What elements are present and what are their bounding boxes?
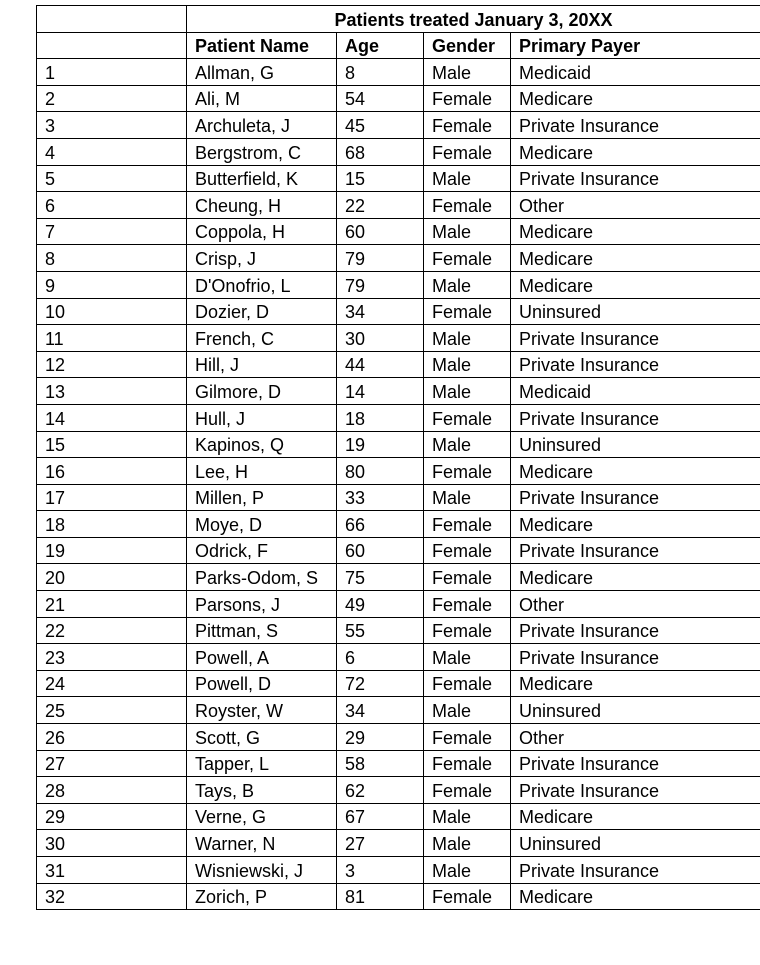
primary-payer-cell: Other bbox=[511, 591, 760, 618]
gender-cell: Male bbox=[424, 325, 511, 352]
row-number-cell: 16 bbox=[37, 458, 187, 485]
gender-cell: Male bbox=[424, 644, 511, 671]
gender-cell: Female bbox=[424, 537, 511, 564]
gender-cell: Male bbox=[424, 165, 511, 192]
patient-name-cell: Warner, N bbox=[187, 830, 337, 857]
age-cell: 66 bbox=[337, 511, 424, 538]
patient-name-cell: Odrick, F bbox=[187, 537, 337, 564]
gender-cell: Female bbox=[424, 245, 511, 272]
table-row bbox=[37, 404, 760, 431]
row-number-cell: 9 bbox=[37, 271, 187, 298]
row-number-cell: 19 bbox=[37, 537, 187, 564]
gender-cell: Female bbox=[424, 511, 511, 538]
table-row bbox=[37, 325, 760, 352]
primary-payer-cell: Private Insurance bbox=[511, 857, 760, 884]
row-number-cell: 21 bbox=[37, 591, 187, 618]
table-row bbox=[37, 165, 760, 192]
age-cell: 29 bbox=[337, 724, 424, 751]
gender-cell: Female bbox=[424, 591, 511, 618]
age-cell: 3 bbox=[337, 857, 424, 884]
patient-name-cell: French, C bbox=[187, 325, 337, 352]
table-row bbox=[37, 59, 760, 86]
age-cell: 58 bbox=[337, 750, 424, 777]
primary-payer-cell: Private Insurance bbox=[511, 537, 760, 564]
patient-name-cell: Hull, J bbox=[187, 404, 337, 431]
primary-payer-cell: Other bbox=[511, 724, 760, 751]
patient-name-cell: Cheung, H bbox=[187, 192, 337, 219]
age-cell: 81 bbox=[337, 883, 424, 910]
row-number-cell: 15 bbox=[37, 431, 187, 458]
gender-cell: Male bbox=[424, 431, 511, 458]
table-row bbox=[37, 431, 760, 458]
table-row bbox=[37, 271, 760, 298]
gender-cell: Male bbox=[424, 218, 511, 245]
row-number-cell: 5 bbox=[37, 165, 187, 192]
patient-name-cell: Lee, H bbox=[187, 458, 337, 485]
gender-cell: Female bbox=[424, 404, 511, 431]
table-body bbox=[37, 59, 760, 910]
table-row bbox=[37, 564, 760, 591]
age-cell: 79 bbox=[337, 245, 424, 272]
primary-payer-cell: Private Insurance bbox=[511, 777, 760, 804]
table-row bbox=[37, 192, 760, 219]
patient-name-cell: Royster, W bbox=[187, 697, 337, 724]
row-number-cell: 17 bbox=[37, 484, 187, 511]
primary-payer-cell: Uninsured bbox=[511, 298, 760, 325]
gender-cell: Male bbox=[424, 484, 511, 511]
gender-cell: Female bbox=[424, 564, 511, 591]
primary-payer-cell: Uninsured bbox=[511, 830, 760, 857]
table-row bbox=[37, 830, 760, 857]
primary-payer-cell: Private Insurance bbox=[511, 351, 760, 378]
age-cell: 19 bbox=[337, 431, 424, 458]
age-cell: 44 bbox=[337, 351, 424, 378]
patient-name-cell: Kapinos, Q bbox=[187, 431, 337, 458]
gender-cell: Female bbox=[424, 458, 511, 485]
gender-cell: Male bbox=[424, 857, 511, 884]
patient-name-cell: Archuleta, J bbox=[187, 112, 337, 139]
patient-name-cell: Crisp, J bbox=[187, 245, 337, 272]
patient-name-cell: Tapper, L bbox=[187, 750, 337, 777]
age-cell: 79 bbox=[337, 271, 424, 298]
age-cell: 33 bbox=[337, 484, 424, 511]
gender-cell: Female bbox=[424, 617, 511, 644]
table-row bbox=[37, 458, 760, 485]
age-cell: 22 bbox=[337, 192, 424, 219]
row-number-cell: 24 bbox=[37, 670, 187, 697]
primary-payer-cell: Medicare bbox=[511, 85, 760, 112]
primary-payer-cell: Medicare bbox=[511, 458, 760, 485]
patient-name-cell: Dozier, D bbox=[187, 298, 337, 325]
age-cell: 54 bbox=[337, 85, 424, 112]
age-cell: 15 bbox=[337, 165, 424, 192]
primary-payer-cell: Medicare bbox=[511, 803, 760, 830]
row-number-cell: 8 bbox=[37, 245, 187, 272]
primary-payer-cell: Private Insurance bbox=[511, 617, 760, 644]
primary-payer-cell: Private Insurance bbox=[511, 325, 760, 352]
patient-name-cell: Scott, G bbox=[187, 724, 337, 751]
row-number-cell: 14 bbox=[37, 404, 187, 431]
row-number-cell: 31 bbox=[37, 857, 187, 884]
row-number-cell: 12 bbox=[37, 351, 187, 378]
primary-payer-cell: Private Insurance bbox=[511, 404, 760, 431]
gender-cell: Male bbox=[424, 351, 511, 378]
table-row bbox=[37, 857, 760, 884]
patient-name-cell: Pittman, S bbox=[187, 617, 337, 644]
table-row bbox=[37, 218, 760, 245]
age-cell: 34 bbox=[337, 697, 424, 724]
age-cell: 62 bbox=[337, 777, 424, 804]
age-cell: 45 bbox=[337, 112, 424, 139]
gender-cell: Male bbox=[424, 803, 511, 830]
table-row bbox=[37, 537, 760, 564]
row-number-cell: 29 bbox=[37, 803, 187, 830]
row-number-cell: 10 bbox=[37, 298, 187, 325]
patient-name-cell: Parks-Odom, S bbox=[187, 564, 337, 591]
table-row bbox=[37, 484, 760, 511]
patient-name-cell: Moye, D bbox=[187, 511, 337, 538]
patient-name-cell: Wisniewski, J bbox=[187, 857, 337, 884]
table-row bbox=[37, 617, 760, 644]
patient-name-cell: D'Onofrio, L bbox=[187, 271, 337, 298]
primary-payer-cell: Private Insurance bbox=[511, 165, 760, 192]
gender-cell: Male bbox=[424, 271, 511, 298]
row-number-cell: 4 bbox=[37, 138, 187, 165]
primary-payer-cell: Medicaid bbox=[511, 378, 760, 405]
table-row bbox=[37, 803, 760, 830]
table-row bbox=[37, 138, 760, 165]
gender-cell: Female bbox=[424, 750, 511, 777]
primary-payer-cell: Medicaid bbox=[511, 59, 760, 86]
header-patient-name: Patient Name bbox=[187, 32, 337, 59]
age-cell: 34 bbox=[337, 298, 424, 325]
age-cell: 18 bbox=[337, 404, 424, 431]
primary-payer-cell: Medicare bbox=[511, 670, 760, 697]
age-cell: 60 bbox=[337, 537, 424, 564]
age-cell: 8 bbox=[337, 59, 424, 86]
primary-payer-cell: Uninsured bbox=[511, 431, 760, 458]
table-row bbox=[37, 883, 760, 910]
gender-cell: Female bbox=[424, 883, 511, 910]
patient-name-cell: Coppola, H bbox=[187, 218, 337, 245]
table-row bbox=[37, 644, 760, 671]
header-number bbox=[37, 32, 187, 59]
patient-name-cell: Zorich, P bbox=[187, 883, 337, 910]
row-number-cell: 11 bbox=[37, 325, 187, 352]
row-number-cell: 32 bbox=[37, 883, 187, 910]
table-head bbox=[37, 6, 760, 59]
patient-name-cell: Powell, D bbox=[187, 670, 337, 697]
primary-payer-cell: Medicare bbox=[511, 245, 760, 272]
age-cell: 80 bbox=[337, 458, 424, 485]
primary-payer-cell: Medicare bbox=[511, 271, 760, 298]
row-number-cell: 3 bbox=[37, 112, 187, 139]
header-row bbox=[37, 32, 760, 59]
row-number-cell: 2 bbox=[37, 85, 187, 112]
row-number-cell: 22 bbox=[37, 617, 187, 644]
age-cell: 27 bbox=[337, 830, 424, 857]
header-gender: Gender bbox=[424, 32, 511, 59]
row-number-cell: 25 bbox=[37, 697, 187, 724]
title-row bbox=[37, 6, 760, 33]
patient-name-cell: Ali, M bbox=[187, 85, 337, 112]
primary-payer-cell: Medicare bbox=[511, 218, 760, 245]
primary-payer-cell: Private Insurance bbox=[511, 112, 760, 139]
table-title: Patients treated January 3, 20XX bbox=[187, 6, 760, 33]
gender-cell: Female bbox=[424, 192, 511, 219]
primary-payer-cell: Medicare bbox=[511, 564, 760, 591]
gender-cell: Male bbox=[424, 378, 511, 405]
primary-payer-cell: Private Insurance bbox=[511, 644, 760, 671]
table-row bbox=[37, 351, 760, 378]
table-row bbox=[37, 724, 760, 751]
age-cell: 6 bbox=[337, 644, 424, 671]
gender-cell: Female bbox=[424, 298, 511, 325]
primary-payer-cell: Private Insurance bbox=[511, 750, 760, 777]
table-row bbox=[37, 777, 760, 804]
table-row bbox=[37, 112, 760, 139]
age-cell: 67 bbox=[337, 803, 424, 830]
row-number-cell: 26 bbox=[37, 724, 187, 751]
table-row bbox=[37, 750, 760, 777]
gender-cell: Female bbox=[424, 670, 511, 697]
patient-name-cell: Butterfield, K bbox=[187, 165, 337, 192]
age-cell: 72 bbox=[337, 670, 424, 697]
table-row bbox=[37, 591, 760, 618]
age-cell: 49 bbox=[337, 591, 424, 618]
table-row bbox=[37, 378, 760, 405]
header-primary-payer: Primary Payer bbox=[511, 32, 760, 59]
primary-payer-cell: Medicare bbox=[511, 138, 760, 165]
row-number-cell: 20 bbox=[37, 564, 187, 591]
gender-cell: Male bbox=[424, 59, 511, 86]
age-cell: 55 bbox=[337, 617, 424, 644]
row-number-cell: 23 bbox=[37, 644, 187, 671]
primary-payer-cell: Private Insurance bbox=[511, 484, 760, 511]
row-number-cell: 7 bbox=[37, 218, 187, 245]
patient-name-cell: Bergstrom, C bbox=[187, 138, 337, 165]
gender-cell: Female bbox=[424, 724, 511, 751]
primary-payer-cell: Uninsured bbox=[511, 697, 760, 724]
gender-cell: Female bbox=[424, 85, 511, 112]
age-cell: 75 bbox=[337, 564, 424, 591]
gender-cell: Female bbox=[424, 777, 511, 804]
primary-payer-cell: Medicare bbox=[511, 883, 760, 910]
row-number-cell: 18 bbox=[37, 511, 187, 538]
table-row bbox=[37, 298, 760, 325]
patient-name-cell: Tays, B bbox=[187, 777, 337, 804]
table-row bbox=[37, 697, 760, 724]
age-cell: 60 bbox=[337, 218, 424, 245]
age-cell: 68 bbox=[337, 138, 424, 165]
patient-name-cell: Powell, A bbox=[187, 644, 337, 671]
row-number-cell: 1 bbox=[37, 59, 187, 86]
patient-name-cell: Millen, P bbox=[187, 484, 337, 511]
header-age: Age bbox=[337, 32, 424, 59]
patient-name-cell: Verne, G bbox=[187, 803, 337, 830]
gender-cell: Male bbox=[424, 697, 511, 724]
age-cell: 30 bbox=[337, 325, 424, 352]
age-cell: 14 bbox=[337, 378, 424, 405]
patient-name-cell: Allman, G bbox=[187, 59, 337, 86]
row-number-cell: 30 bbox=[37, 830, 187, 857]
primary-payer-cell: Other bbox=[511, 192, 760, 219]
table-row bbox=[37, 85, 760, 112]
gender-cell: Female bbox=[424, 112, 511, 139]
patient-name-cell: Hill, J bbox=[187, 351, 337, 378]
gender-cell: Male bbox=[424, 830, 511, 857]
primary-payer-cell: Medicare bbox=[511, 511, 760, 538]
row-number-cell: 27 bbox=[37, 750, 187, 777]
table-row bbox=[37, 245, 760, 272]
patient-name-cell: Gilmore, D bbox=[187, 378, 337, 405]
gender-cell: Female bbox=[424, 138, 511, 165]
row-number-cell: 6 bbox=[37, 192, 187, 219]
title-blank-cell bbox=[37, 6, 187, 33]
row-number-cell: 13 bbox=[37, 378, 187, 405]
table-row bbox=[37, 670, 760, 697]
patient-name-cell: Parsons, J bbox=[187, 591, 337, 618]
row-number-cell: 28 bbox=[37, 777, 187, 804]
table-row bbox=[37, 511, 760, 538]
patients-table bbox=[36, 5, 760, 910]
